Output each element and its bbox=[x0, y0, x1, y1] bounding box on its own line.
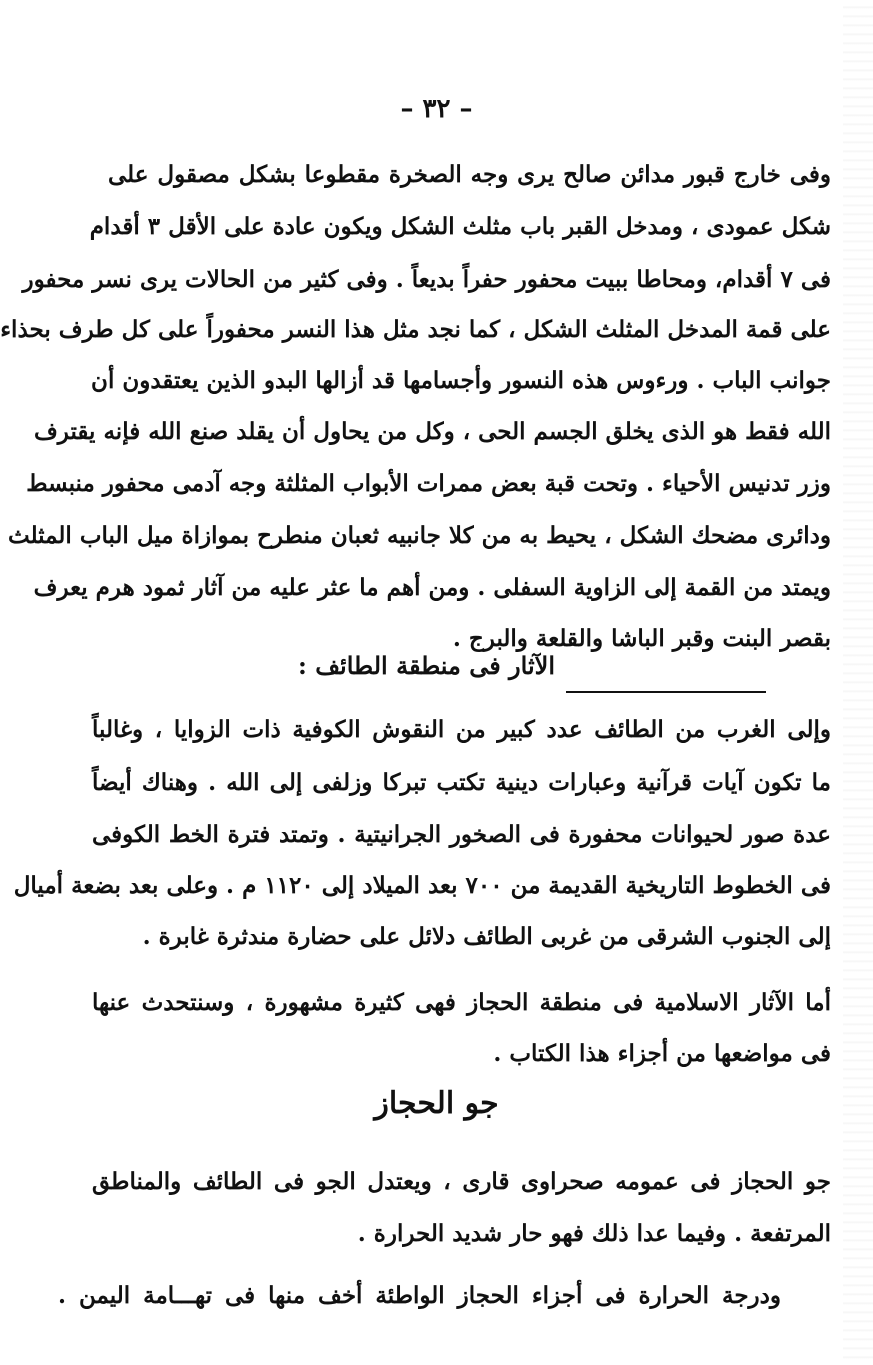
section-heading: الآثار فى منطقة الطائف : bbox=[298, 651, 555, 680]
text-line: شكل عمودى ، ومدخل القبر باب مثلث الشكل ويكون عادة على الأقل ٣ أقدام bbox=[89, 213, 831, 240]
text-line: جوانب الباب . ورءوس هذه النسور وأجسامها قد أزالها البدو الذين يعتقدون أن bbox=[91, 367, 831, 394]
text-line: وإلى الغرب من الطائف عدد كبير من النقوش الكوفية ذات الزوايا ، وغالباً bbox=[92, 716, 831, 743]
text-line: جو الحجاز فى عمومه صحراوى قارى ، ويعتدل الجو فى الطائف والمناطق bbox=[92, 1168, 831, 1195]
section-title: جو الحجاز bbox=[374, 1086, 499, 1121]
text-line: المرتفعة . وفيما عدا ذلك فهو حار شديد الحرارة . bbox=[357, 1220, 831, 1247]
text-line: الله فقط هو الذى يخلق الجسم الحى ، وكل من يحاول أن يقلد صنع الله فإنه يقترف bbox=[33, 418, 831, 445]
page-edge bbox=[843, 0, 873, 1365]
text-line: فى مواضعها من أجزاء هذا الكتاب . bbox=[493, 1040, 831, 1067]
text-line: أما الآثار الاسلامية فى منطقة الحجاز فهى كثيرة مشهورة ، وسنتحدث عنها bbox=[92, 989, 831, 1016]
heading-underline bbox=[566, 691, 766, 693]
text-line: وزر تدنيس الأحياء . وتحت قبة بعض ممرات الأبواب المثلثة وجه آدمى محفور منبسط bbox=[26, 470, 831, 497]
text-line: إلى الجنوب الشرقى من غربى الطائف دلائل على حضارة مندثرة غابرة . bbox=[142, 923, 831, 950]
text-line: فى الخطوط التاريخية القديمة من ٧٠٠ بعد الميلاد إلى ١١٢٠ م . وعلى بعد بضعة أميال bbox=[13, 872, 831, 899]
text-line: ودرجة الحرارة فى أجزاء الحجاز الواطئة أخف منها فى تهـــامة اليمن . bbox=[58, 1282, 781, 1309]
text-line: ما تكون آيات قرآنية وعبارات دينية تكتب تبركا وزلفى إلى الله . وهناك أيضاً bbox=[92, 769, 831, 796]
text-line: على قمة المدخل المثلث الشكل ، كما نجد مثل هذا النسر محفوراً على كل طرف بحذاء bbox=[0, 316, 831, 343]
text-line: فى ٧ أقدام، ومحاطا ببيت محفور حفراً بديعاً . وفى كثير من الحالات يرى نسر محفور bbox=[22, 266, 831, 293]
text-line: ويمتد من القمة إلى الزاوية السفلى . ومن أهم ما عثر عليه من آثار ثمود هرم يعرف bbox=[33, 574, 831, 601]
page-number: – ٣٢ – bbox=[400, 94, 473, 124]
text-line: ودائرى مضحك الشكل ، يحيط به من كلا جانبيه ثعبان منطرح بموازاة ميل الباب المثلث bbox=[7, 522, 831, 549]
text-line: وفى خارج قبور مدائن صالح يرى وجه الصخرة مقطوعا بشكل مصقول على bbox=[108, 161, 831, 188]
text-line: عدة صور لحيوانات محفورة فى الصخور الجرانيتية . وتمتد فترة الخط الكوفى bbox=[92, 821, 831, 848]
text-line: بقصر البنت وقبر الباشا والقلعة والبرج . bbox=[452, 625, 831, 652]
